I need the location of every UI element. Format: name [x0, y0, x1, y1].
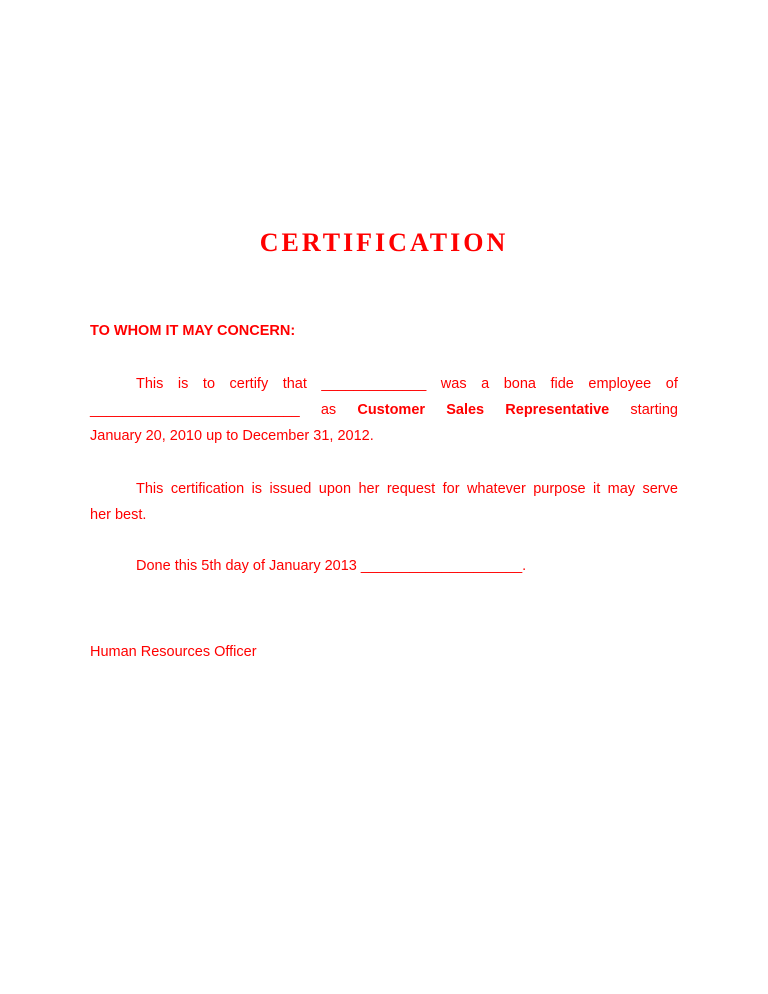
word: bona	[503, 376, 536, 392]
word: fide	[550, 376, 574, 392]
employment-period: January 20, 2010 up to December 31, 2012.	[90, 428, 374, 444]
word: certification	[170, 481, 245, 497]
word: starting	[630, 402, 678, 418]
word: certify	[229, 376, 269, 392]
word: of	[665, 376, 678, 392]
word: request	[386, 481, 436, 497]
word: was	[440, 376, 467, 392]
salutation: TO WHOM IT MAY CONCERN:	[90, 323, 296, 339]
paragraph-line	[90, 371, 678, 397]
word: to	[202, 376, 216, 392]
word: This	[136, 481, 164, 497]
word: is	[177, 376, 189, 392]
position-word: Sales	[446, 402, 485, 418]
word: a	[481, 376, 490, 392]
company-name-blank: __________________________	[90, 402, 300, 418]
position-word: Representative	[505, 402, 610, 418]
word: employee	[588, 376, 652, 392]
employee-name-blank: _____________	[321, 376, 427, 392]
paragraph-line	[90, 397, 678, 423]
word: that	[282, 376, 307, 392]
certification-paragraph	[90, 371, 678, 449]
word: her	[358, 481, 380, 497]
word: This	[136, 376, 164, 392]
document-title: CERTIFICATION	[259, 228, 509, 257]
word: whatever	[466, 481, 526, 497]
date-line: Done this 5th day of January 2013 ____________________.	[136, 558, 527, 574]
word: is	[251, 481, 263, 497]
purpose-paragraph	[90, 476, 678, 528]
word: as	[320, 402, 337, 418]
signatory-title: Human Resources Officer	[90, 644, 257, 660]
word: for	[442, 481, 460, 497]
date-paragraph	[90, 553, 678, 579]
paragraph-line: her best.	[90, 507, 147, 523]
word: serve	[642, 481, 678, 497]
paragraph-line	[90, 476, 678, 502]
position-word: Customer	[357, 402, 426, 418]
word: upon	[318, 481, 352, 497]
word: it	[593, 481, 601, 497]
word: issued	[269, 481, 312, 497]
word: purpose	[533, 481, 586, 497]
word: may	[607, 481, 636, 497]
